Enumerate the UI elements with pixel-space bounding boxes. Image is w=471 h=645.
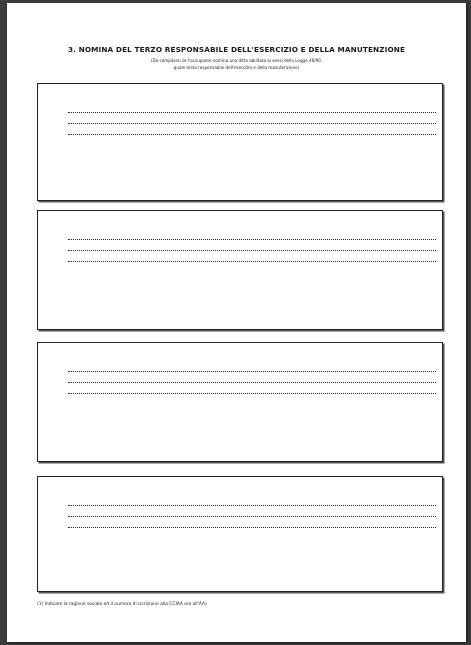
nomination-section (37, 83, 443, 201)
ditta-field-line-2[interactable] (68, 250, 436, 251)
ditta-field-line-2[interactable] (68, 516, 436, 517)
footnote: (1) Indicare la ragione sociale ed il numero di iscrizione alla CCIAA e/o all'AA) (37, 602, 207, 607)
subtitle-line-1: (Da compilarsi se l'occupante nomina una ditta abilitata ai sensi della Legge 46/90, (150, 58, 323, 63)
ditta-field-line-3[interactable] (68, 261, 436, 262)
document-page (7, 3, 466, 642)
ditta-field-line-3[interactable] (68, 527, 436, 528)
page-title: 3. NOMINA DEL TERZO RESPONSABILE DELL'ESERCIZIO E DELLA MANUTENZIONE (67, 45, 406, 54)
ditta-field-line-2[interactable] (68, 382, 436, 383)
ditta-field-line-2[interactable] (68, 123, 436, 124)
ditta-field-line-1[interactable] (68, 371, 436, 372)
nomination-section (37, 476, 443, 592)
ditta-field-line-1[interactable] (68, 505, 436, 506)
ditta-field-line-3[interactable] (68, 393, 436, 394)
ditta-field-line-1[interactable] (68, 112, 436, 113)
ditta-field-line-1[interactable] (68, 239, 436, 240)
nomination-section (37, 342, 443, 462)
nomination-section (37, 210, 443, 330)
ditta-field-line-3[interactable] (68, 134, 436, 135)
subtitle-line-2: quale terzo responsabile dell'esercizio e della manutenzione) (173, 65, 300, 70)
